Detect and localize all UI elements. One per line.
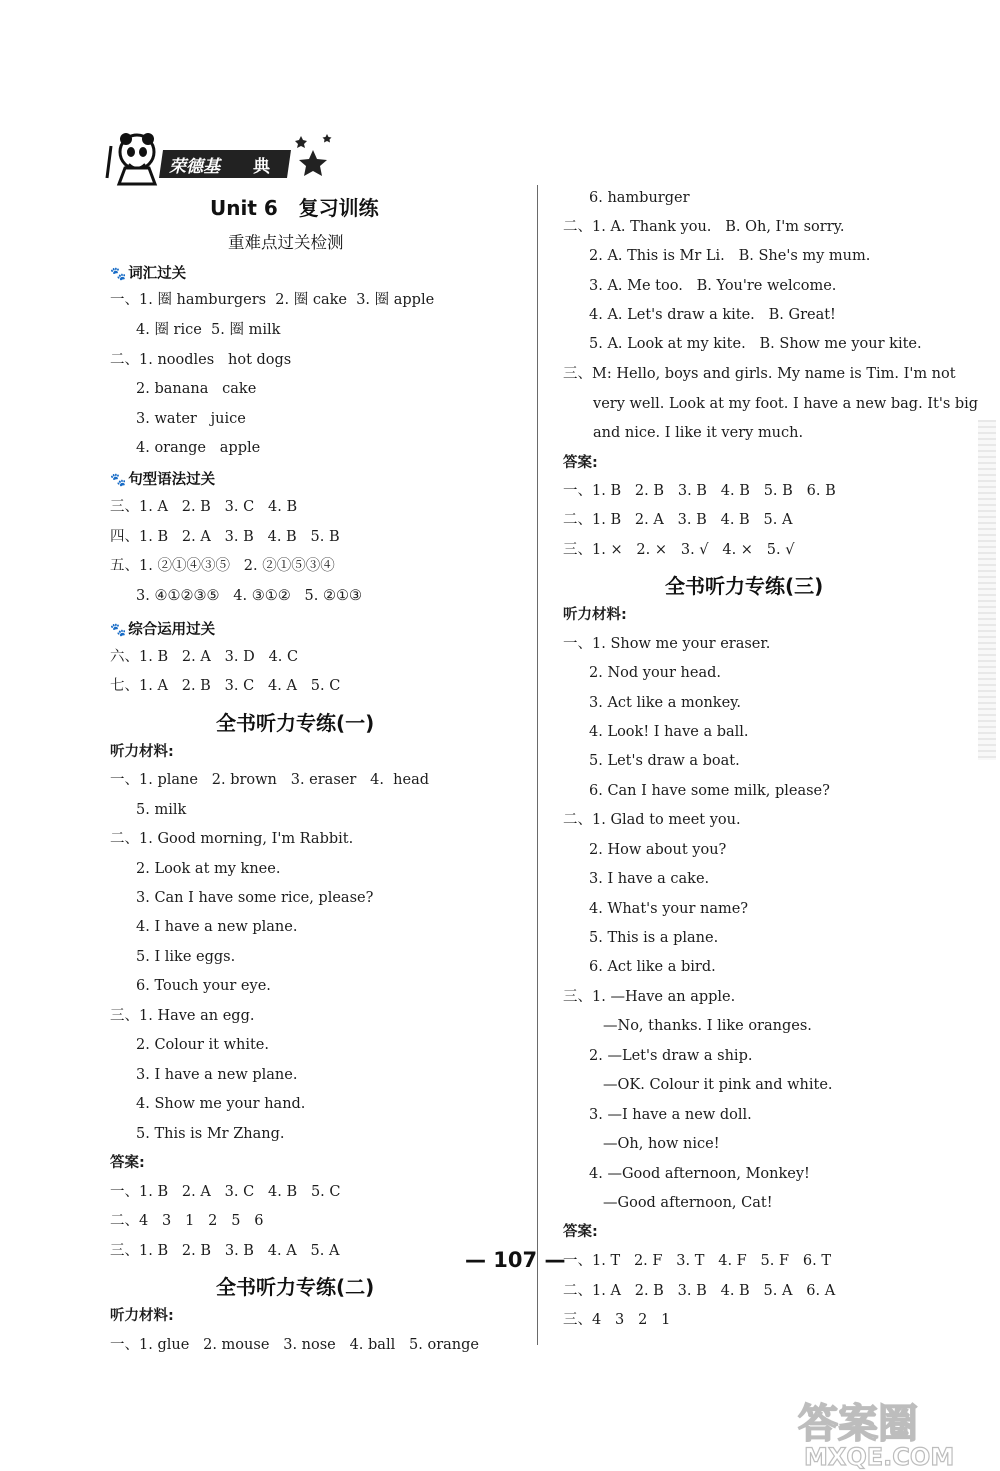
answer-line: 4. orange apple: [136, 440, 261, 456]
answer-line: 二、1. A 2. B 3. B 4. B 5. A 6. A: [563, 1283, 836, 1299]
answer-line: 4. What's your name?: [589, 901, 749, 917]
answer-line: —Oh, how nice!: [603, 1136, 720, 1152]
section-title: 全书听力专练(一): [216, 711, 375, 735]
answer-line: 3. Can I have some rice, please?: [136, 890, 374, 906]
answer-line: very well. Look at my foot. I have a new bag. It's big: [593, 396, 979, 412]
label-line: 答案:: [110, 1155, 145, 1171]
answer-line: 4. Show me your hand.: [136, 1096, 306, 1112]
subsection-heading-text: 句型语法过关: [128, 472, 216, 488]
section-title: Unit 6 复习训练: [210, 196, 379, 220]
answer-line: 4. —Good afternoon, Monkey!: [589, 1166, 810, 1182]
answer-line: 3. Act like a monkey.: [589, 695, 742, 711]
answer-line: 6. Can I have some milk, please?: [589, 783, 830, 799]
answer-line: 一、1. B 2. A 3. C 4. B 5. C: [110, 1184, 341, 1200]
answer-line: 一、1. Show me your eraser.: [563, 636, 771, 652]
answer-line: 三、1. Have an egg.: [110, 1008, 255, 1024]
answer-line: 二、1. Good morning, I'm Rabbit.: [110, 831, 354, 847]
paw-icon: 🐾: [110, 473, 127, 488]
answer-line: 2. Colour it white.: [136, 1037, 269, 1053]
answer-line: 2. A. This is Mr Li. B. She's my mum.: [589, 248, 871, 264]
paw-icon: 🐾: [110, 267, 127, 282]
answer-line: 三、1. A 2. B 3. C 4. B: [110, 499, 298, 515]
answer-line: 四、1. B 2. A 3. B 4. B 5. B: [110, 529, 340, 545]
answer-line: 5. This is a plane.: [589, 930, 719, 946]
label-line: 答案:: [563, 1224, 598, 1240]
label-line: 听力材料:: [110, 744, 174, 760]
section-title: 全书听力专练(二): [216, 1275, 375, 1299]
logo-brand-text: 荣德基: [169, 157, 220, 177]
answer-line: —Good afternoon, Cat!: [603, 1195, 773, 1211]
answer-line: 二、4 3 1 2 5 6: [110, 1213, 264, 1229]
watermark-url: MXQE.COM: [804, 1443, 955, 1471]
answer-line: 3. I have a cake.: [589, 871, 710, 887]
subsection-heading: [110, 468, 215, 489]
subsection-heading: [110, 262, 186, 283]
page-number: — 107 —: [465, 1248, 566, 1272]
answer-line: and nice. I like it very much.: [593, 425, 804, 441]
answer-line: 3. I have a new plane.: [136, 1067, 298, 1083]
panda-mascot-icon: [107, 133, 155, 184]
answer-line: 2. —Let's draw a ship.: [589, 1048, 753, 1064]
subsection-heading-text: 综合运用过关: [128, 622, 216, 638]
answer-line: 三、1. —Have an apple.: [563, 989, 736, 1005]
answer-line: 3. water juice: [136, 411, 246, 427]
answer-line: 5. milk: [136, 802, 187, 818]
subsection-heading: [110, 618, 215, 639]
site-watermark: [790, 1393, 1000, 1471]
answer-line: 4. A. Let's draw a kite. B. Great!: [589, 307, 836, 323]
section-title: 全书听力专练(三): [665, 574, 824, 598]
answer-line: 4. I have a new plane.: [136, 919, 298, 935]
paw-icon: 🐾: [110, 623, 127, 638]
subsection-heading-text: 词汇过关: [128, 266, 187, 282]
answer-line: 6. Act like a bird.: [589, 959, 716, 975]
logo-suffix-text: 典: [253, 157, 270, 177]
answer-line: 4. 圈 rice 5. 圈 milk: [136, 322, 281, 338]
answer-line: 6. hamburger: [589, 190, 690, 206]
scan-edge-artifact: [978, 420, 996, 760]
answer-line: 七、1. A 2. B 3. C 4. A 5. C: [110, 678, 341, 694]
brand-logo: [105, 128, 333, 186]
answer-line: —No, thanks. I like oranges.: [603, 1018, 812, 1034]
answer-line: 一、1. T 2. F 3. T 4. F 5. F 6. T: [563, 1253, 831, 1269]
label-line: 答案:: [563, 455, 598, 471]
answer-line: 三、M: Hello, boys and girls. My name is Tim. I'm not: [563, 366, 956, 382]
answer-line: 二、1. A. Thank you. B. Oh, I'm sorry.: [563, 219, 845, 235]
answer-line: 5. This is Mr Zhang.: [136, 1126, 285, 1142]
answer-line: 2. Nod your head.: [589, 665, 722, 681]
answer-line: 3. A. Me too. B. You're welcome.: [589, 278, 837, 294]
answer-line: 一、1. B 2. B 3. B 4. B 5. B 6. B: [563, 483, 836, 499]
answer-line: 4. Look! I have a ball.: [589, 724, 749, 740]
answer-line: 二、1. B 2. A 3. B 4. B 5. A: [563, 512, 793, 528]
answer-line: 3. ④①②③⑤ 4. ③①② 5. ②①③: [136, 588, 362, 604]
answer-line: 三、1. B 2. B 3. B 4. A 5. A: [110, 1243, 340, 1259]
answer-line: 六、1. B 2. A 3. D 4. C: [110, 649, 299, 665]
answer-line: 2. Look at my knee.: [136, 861, 281, 877]
label-line: 听力材料:: [563, 607, 627, 623]
label-line: 听力材料:: [110, 1308, 174, 1324]
answer-line: 二、1. noodles hot dogs: [110, 352, 292, 368]
answer-line: 6. Touch your eye.: [136, 978, 271, 994]
answer-line: 5. A. Look at my kite. B. Show me your kite.: [589, 336, 922, 352]
answer-line: 2. How about you?: [589, 842, 727, 858]
answer-line: 三、1. × 2. × 3. √ 4. × 5. √: [563, 542, 795, 558]
answer-line: 五、1. ②①④③⑤ 2. ②①⑤③④: [110, 558, 335, 574]
answer-line: 3. —I have a new doll.: [589, 1107, 752, 1123]
answer-line: 三、4 3 2 1: [563, 1312, 671, 1328]
answer-line: 一、1. plane 2. brown 3. eraser 4. head: [110, 772, 429, 788]
column-divider: [537, 185, 538, 1345]
answer-line: —OK. Colour it pink and white.: [603, 1077, 833, 1093]
section-title: 重难点过关检测: [228, 233, 344, 252]
star-icon: [295, 134, 332, 176]
answer-line: 5. Let's draw a boat.: [589, 753, 740, 769]
answer-line: 一、1. 圈 hamburgers 2. 圈 cake 3. 圈 apple: [110, 292, 435, 308]
answer-line: 5. I like eggs.: [136, 949, 236, 965]
answer-line: 2. banana cake: [136, 381, 257, 397]
answer-line: 二、1. Glad to meet you.: [563, 812, 741, 828]
watermark-title: 答案圈: [798, 1401, 918, 1447]
answer-line: 一、1. glue 2. mouse 3. nose 4. ball 5. orange: [110, 1337, 480, 1353]
